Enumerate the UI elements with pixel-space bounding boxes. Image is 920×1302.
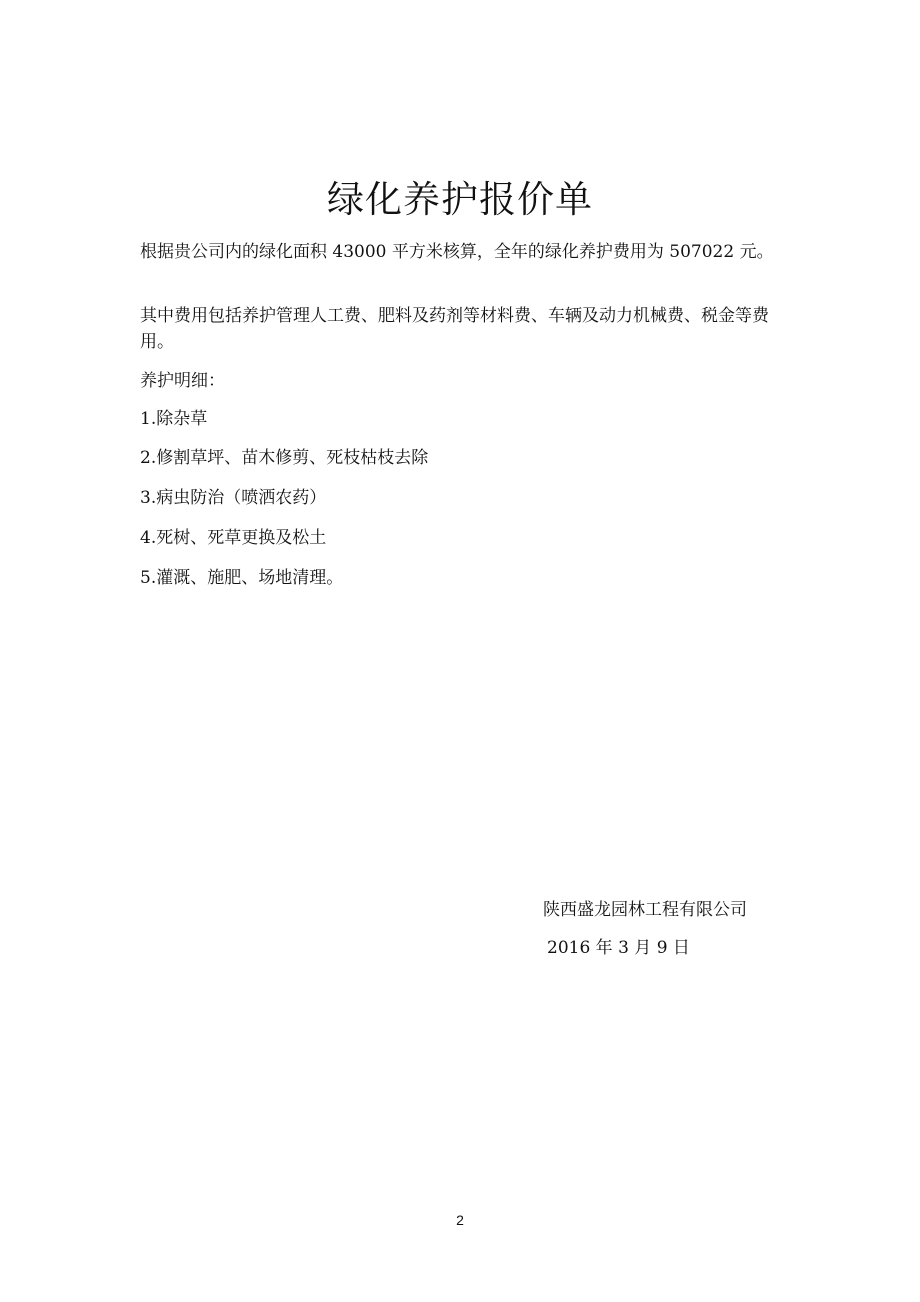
cost-breakdown-paragraph: 其中费用包括养护管理人工费、肥料及药剂等材料费、车辆及动力机械费、税金等费用。 [140,306,769,352]
list-item: 5.灌溉、施肥、场地清理。 [140,568,344,588]
details-heading: 养护明细： [140,371,225,391]
list-item: 2.修割草坪、苗木修剪、死枝枯枝去除 [140,448,429,468]
signature-date: 2016 年 3 月 9 日 [547,938,690,958]
list-item: 4.死树、死草更换及松土 [140,528,327,548]
cost-summary-paragraph: 根据贵公司内的绿化面积 43000 平方米核算，全年的绿化养护费用为 507022 元。 [140,242,774,262]
page-number: 2 [456,1212,464,1228]
company-signature: 陕西盛龙园林工程有限公司 [543,900,747,920]
document-title: 绿化养护报价单 [327,178,593,221]
list-item: 1.除杂草 [140,409,208,429]
list-item: 3.病虫防治（喷洒农药） [140,488,327,508]
